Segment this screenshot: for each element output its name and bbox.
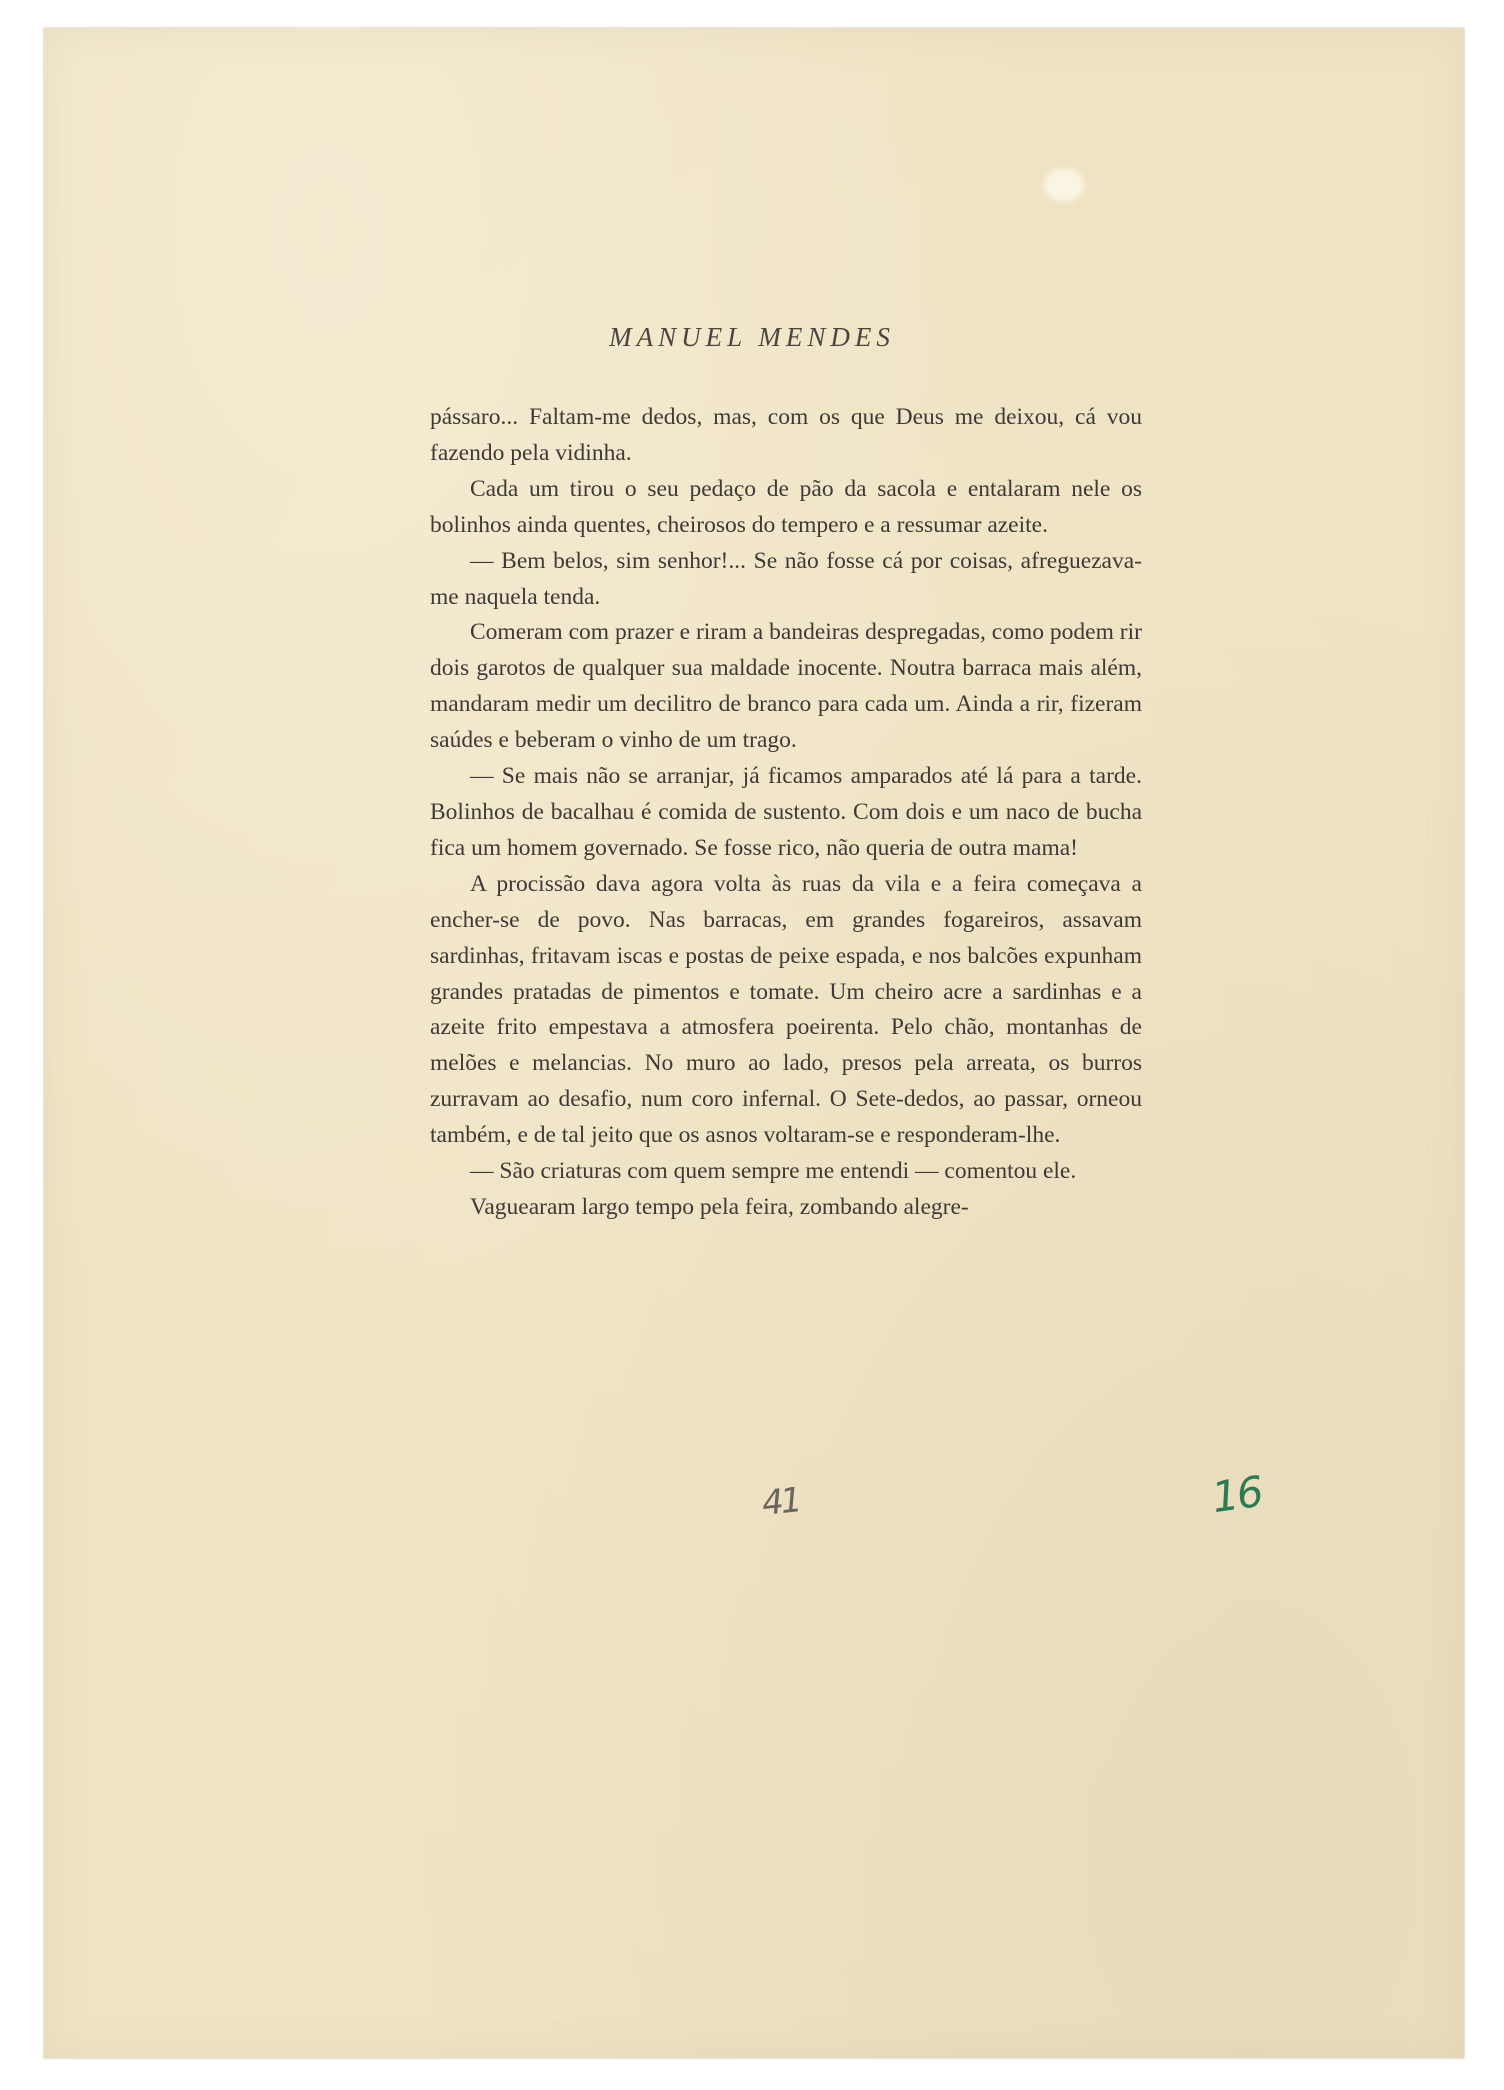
handwritten-page-number: 41 [760,1480,802,1524]
body-text [430,400,1142,1226]
paragraph-4: Comeram com prazer e riram a bandeiras despregadas, como podem rir dois garotos de qualquer sua maldade inocente. Noutra barraca mais além, mandaram medir um decilitro de branco para cada um. Ainda a rir, fizeram saúdes e beberam o vinho de um trago. [430,619,1142,754]
paragraph-2: Cada um tirou o seu pedaço de pão da sacola e entalaram nele os bolinhos ainda quentes, cheirosos do tempero e a ressumar azeite. [430,475,1142,538]
paragraph-8: Vaguearam largo tempo pela feira, zombando alegre- [470,1193,969,1220]
running-head: MANUEL MENDES [609,322,895,352]
handwritten-archive-number: 16 [1208,1466,1265,1523]
paragraph-1: pássaro... Faltam-me dedos, mas, com os que Deus me deixou, cá vou fazendo pela vidinha. [430,404,1142,466]
paragraph-5: — Se mais não se arranjar, já ficamos amparados até lá para a tarde. Bolinhos de bacalhau é comida de sustento. Com dois e um naco de bucha fica um homem governado. Se fosse rico, não queria de outra mama! [430,763,1142,861]
paragraph-7: — São criaturas com quem sempre me entendi — comentou ele. [470,1158,1077,1185]
paragraph-3: — Bem belos, sim senhor!... Se não fosse cá por coisas, afreguezava-me naquela tenda. [430,547,1142,610]
paper-blemish [1044,168,1084,202]
paragraph-6: A procissão dava agora volta às ruas da vila e a feira começava a encher-se de povo. Nas barracas, em grandes fogareiros, assavam sardinhas, fritavam iscas e postas de peixe espada, e nos balcões expunham grandes pratadas de pimentos e tomate. Um cheiro acre a sardinhas e a azeite frito empestava a atmosfera poeirenta. Pelo chão, montanhas de melões e melancias. No muro ao lado, presos pela arreata, os burros zurravam ao desafio, num coro infernal. O Sete-dedos, ao passar, orneou também, e de tal jeito que os asnos voltaram-se e responderam-lhe. [430,870,1142,1149]
